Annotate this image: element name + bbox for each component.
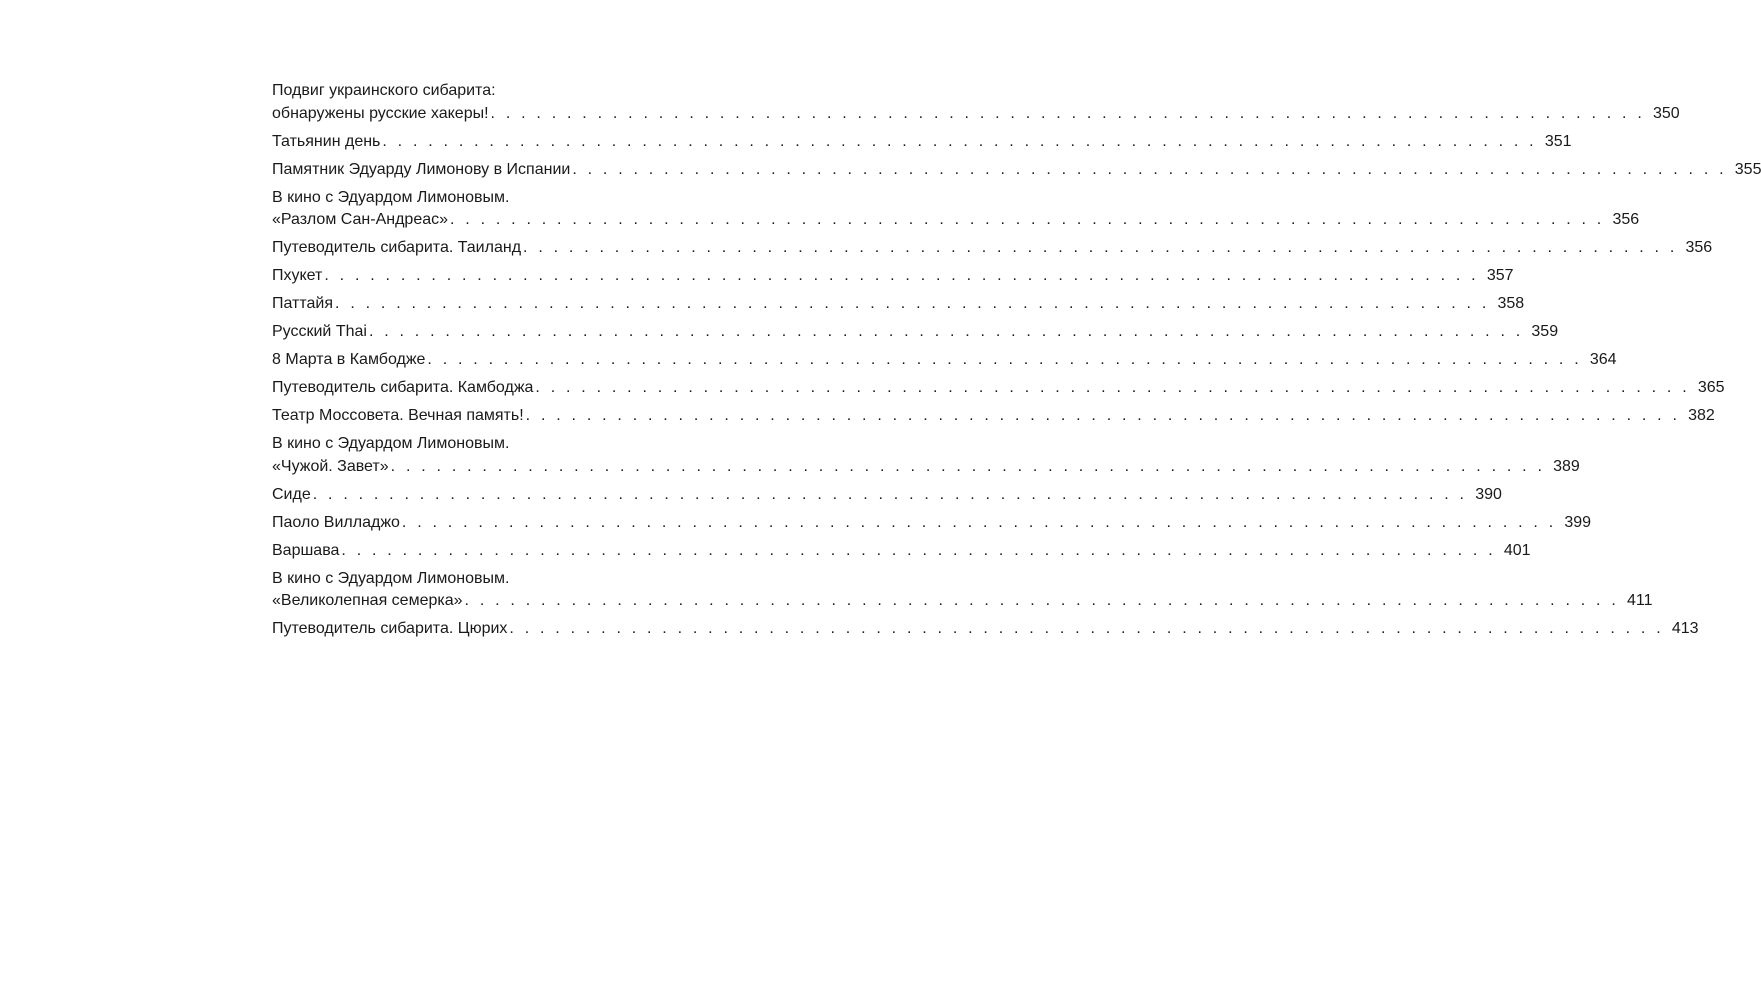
toc-entry-title-line: Паоло Вилладжо [272, 513, 400, 531]
dot-leader: . . . . . . . . . . . . . . . . . . . . . . . . . . . . . . . . . . . . . . . . . . . . . . . . . . . . . . . . . . . . . . . . . . . . . . . . . . . . [401, 513, 1557, 531]
toc-entry-title-line: Сиде [272, 485, 311, 503]
toc-entry-row [272, 484, 1502, 507]
toc-entry [272, 293, 1525, 316]
dot-leader: . . . . . . . . . . . . . . . . . . . . . . . . . . . . . . . . . . . . . . . . . . . . . . . . . . . . . . . . . . . . . . . . . . . . . . . . . . . . [490, 104, 1645, 122]
toc-page-number: 389 [1553, 457, 1580, 475]
toc-entry-row [272, 349, 1617, 372]
toc-page-number: 351 [1544, 132, 1572, 150]
toc-page-number: 355 [1734, 160, 1761, 178]
dot-leader: . . . . . . . . . . . . . . . . . . . . . . . . . . . . . . . . . . . . . . . . . . . . . . . . . . . . . . . . . . . . . . . . . . . . . . . . . . . . [324, 267, 1479, 284]
toc-entry [272, 540, 1531, 563]
toc-entry [272, 349, 1617, 372]
toc-entry-row [272, 209, 1640, 232]
toc-entry-row [272, 377, 1725, 400]
toc-entry-title-line: Памятник Эдуарду Лимонову в Испании [272, 160, 571, 178]
toc-entry-row [272, 590, 1653, 613]
toc-entry [272, 377, 1725, 400]
toc-entry-row [272, 405, 1715, 428]
toc-entry-title-line: Паттайя [272, 295, 334, 312]
dot-leader: . . . . . . . . . . . . . . . . . . . . . . . . . . . . . . . . . . . . . . . . . . . . . . . . . . . . . . . . . . . . . . . . . . . . . . . . . . . . [523, 239, 1678, 256]
toc-entry-title-line: 8 Марта в Камбодже [272, 351, 426, 368]
toc-page-number: 382 [1688, 407, 1715, 424]
toc-entry-title-line: Татьянин день [272, 132, 381, 150]
dot-leader: . . . . . . . . . . . . . . . . . . . . . . . . . . . . . . . . . . . . . . . . . . . . . . . . . . . . . . . . . . . . . . . . . . . . . . . . . . . . [427, 351, 1582, 368]
toc-page-number: 401 [1503, 541, 1531, 559]
toc-entry-row [272, 131, 1572, 154]
toc-entry-title-line: обнаружены русские хакеры! [272, 104, 489, 122]
toc-page-number: 359 [1531, 323, 1559, 340]
toc-page-number: 358 [1497, 295, 1525, 312]
toc-entry-row [272, 237, 1713, 260]
dot-leader: . . . . . . . . . . . . . . . . . . . . . . . . . . . . . . . . . . . . . . . . . . . . . . . . . . . . . . . . . . . . . . . . . . . . . . . . . . . . [450, 211, 1605, 228]
toc-entry-row [272, 456, 1580, 479]
toc-entry-title-line: Пхукет [272, 267, 323, 284]
toc-entry-title-line: Путеводитель сибарита. Таиланд [272, 239, 522, 256]
toc-entry-row [272, 265, 1514, 288]
toc-entry-row [272, 159, 1761, 182]
toc-entry-row [272, 293, 1525, 316]
dot-leader: . . . . . . . . . . . . . . . . . . . . . . . . . . . . . . . . . . . . . . . . . . . . . . . . . . . . . . . . . . . . . . . . . . . . . . . . . . . . [464, 592, 1619, 609]
dot-leader: . . . . . . . . . . . . . . . . . . . . . . . . . . . . . . . . . . . . . . . . . . . . . . . . . . . . . . . . . . . . . . . . . . . . . . . . . . . . [509, 620, 1664, 637]
dot-leader: . . . . . . . . . . . . . . . . . . . . . . . . . . . . . . . . . . . . . . . . . . . . . . . . . . . . . . . . . . . . . . . . . . . . . . . . . . . . [312, 485, 1468, 503]
toc-entry [272, 159, 1761, 182]
toc-entry-row [272, 512, 1592, 535]
toc-entry-row [272, 321, 1559, 344]
toc-entry [272, 484, 1502, 507]
toc-entry-title-line: Путеводитель сибарита. Камбоджа [272, 379, 534, 396]
dot-leader: . . . . . . . . . . . . . . . . . . . . . . . . . . . . . . . . . . . . . . . . . . . . . . . . . . . . . . . . . . . . . . . . . . . . . . . . . . . . [382, 132, 1537, 150]
toc-entry-row [272, 103, 1680, 126]
dot-leader: . . . . . . . . . . . . . . . . . . . . . . . . . . . . . . . . . . . . . . . . . . . . . . . . . . . . . . . . . . . . . . . . . . . . . . . . . . . . [390, 457, 1546, 475]
toc-entry [272, 433, 1580, 478]
toc-page-number: 350 [1653, 104, 1680, 122]
dot-leader: . . . . . . . . . . . . . . . . . . . . . . . . . . . . . . . . . . . . . . . . . . . . . . . . . . . . . . . . . . . . . . . . . . . . . . . . . . . . [525, 407, 1681, 424]
toc-entry [272, 512, 1592, 535]
toc-entry [272, 80, 1680, 125]
toc-entry [272, 405, 1715, 428]
toc-page-number: 356 [1685, 239, 1713, 256]
toc-entry [272, 568, 1653, 613]
toc-entry [272, 237, 1713, 260]
dot-leader: . . . . . . . . . . . . . . . . . . . . . . . . . . . . . . . . . . . . . . . . . . . . . . . . . . . . . . . . . . . . . . . . . . . . . . . . . . . . [572, 160, 1727, 178]
toc-entry-title-line: «Разлом Сан-Андреас» [272, 211, 449, 228]
toc-page-number: 365 [1697, 379, 1725, 396]
dot-leader: . . . . . . . . . . . . . . . . . . . . . . . . . . . . . . . . . . . . . . . . . . . . . . . . . . . . . . . . . . . . . . . . . . . . . . . . . . . . [535, 379, 1690, 396]
toc-entry [272, 131, 1572, 154]
toc-entry-title-line: Варшава [272, 541, 340, 559]
toc-entry-title-line: «Чужой. Завет» [272, 457, 389, 475]
toc-entry-title-line: Путеводитель сибарита. Цюрих [272, 620, 508, 637]
toc-page-number: 411 [1626, 592, 1653, 609]
toc-entry [272, 187, 1640, 232]
toc-page-number: 356 [1612, 211, 1640, 228]
toc-entry-title-line: Театр Моссовета. Вечная память! [272, 407, 524, 424]
toc-entry-title-line: В кино с Эдуардом Лимоновым. [272, 569, 510, 587]
toc-entry-row [272, 540, 1531, 563]
toc-entry-title-line: В кино с Эдуардом Лимоновым. [272, 435, 510, 452]
dot-leader: . . . . . . . . . . . . . . . . . . . . . . . . . . . . . . . . . . . . . . . . . . . . . . . . . . . . . . . . . . . . . . . . . . . . . . . . . . . . [368, 323, 1524, 340]
toc-entry-row [272, 618, 1699, 641]
toc-page-number: 399 [1564, 513, 1592, 531]
toc-entry-title-line: «Великолепная семерка» [272, 592, 463, 609]
toc-entry [272, 618, 1699, 641]
dot-leader: . . . . . . . . . . . . . . . . . . . . . . . . . . . . . . . . . . . . . . . . . . . . . . . . . . . . . . . . . . . . . . . . . . . . . . . . . . . . [341, 541, 1496, 559]
toc-entry [272, 321, 1559, 344]
table-of-contents [272, 80, 1761, 646]
toc-page-number: 364 [1589, 351, 1617, 368]
toc-page-number: 390 [1475, 485, 1502, 503]
dot-leader: . . . . . . . . . . . . . . . . . . . . . . . . . . . . . . . . . . . . . . . . . . . . . . . . . . . . . . . . . . . . . . . . . . . . . . . . . . . . [335, 295, 1490, 312]
toc-entry-title-line: Подвиг украинского сибарита: [272, 82, 496, 99]
toc-page-number: 413 [1671, 620, 1699, 637]
toc-entry [272, 265, 1514, 288]
toc-page-number: 357 [1486, 267, 1514, 284]
toc-entry-title-line: В кино с Эдуардом Лимоновым. [272, 188, 510, 206]
toc-entry-title-line: Русский Thai [272, 323, 367, 340]
